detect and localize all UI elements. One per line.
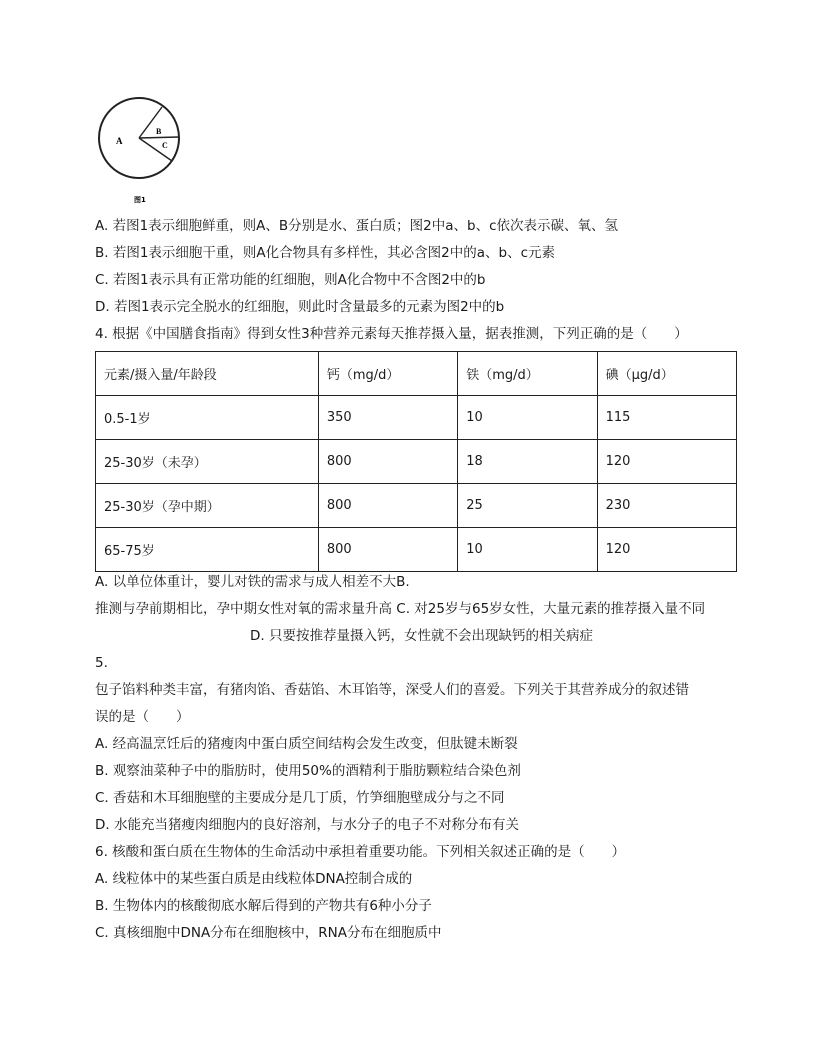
q5-stem-line-2: 误的是（ ） (95, 709, 190, 725)
table-row (96, 396, 737, 440)
q5-option-d: D. 水能充当猪瘦肉细胞内的良好溶剂，与水分子的电子不对称分布有关 (95, 817, 519, 833)
q4-stem: 4. 根据《中国膳食指南》得到女性3种营养元素每天推荐摄入量，据表推测，下列正确的是（ ） (95, 326, 688, 342)
figure-caption: 图1 (134, 196, 146, 204)
pie-label-a: A (116, 136, 123, 146)
q3-option-c: C. 若图1表示具有正常功能的红细胞，则A化合物中不含图2中的b (95, 272, 486, 288)
table-cell: 115 (597, 396, 736, 440)
q4-option-line-2: 推测与孕前期相比，孕中期女性对氧的需求量升高 C. 对25岁与65岁女性，大量元素的推荐摄入量不同 (95, 601, 706, 617)
table-cell: 800 (318, 440, 457, 484)
table-header-row (96, 352, 737, 396)
table-cell: 120 (597, 440, 736, 484)
table-row (96, 440, 737, 484)
q6-stem: 6. 核酸和蛋白质在生物体的生命活动中承担着重要功能。下列相关叙述正确的是（ ） (95, 844, 626, 860)
q5-number: 5. (95, 655, 108, 671)
q3-option-d: D. 若图1表示完全脱水的红细胞，则此时含量最多的元素为图2中的b (95, 299, 505, 315)
q6-option-a: A. 线粒体中的某些蛋白质是由线粒体DNA控制合成的 (95, 871, 413, 887)
figure-1-pie-diagram (92, 94, 188, 206)
table-cell: 800 (318, 528, 457, 572)
pie-label-b: B (156, 127, 162, 136)
table-header-cell: 钙（mg/d） (318, 352, 457, 396)
table-cell: 10 (458, 528, 597, 572)
q3-option-a: A. 若图1表示细胞鲜重，则A、B分别是水、蛋白质；图2中a、b、c依次表示碳、氧、氢 (95, 218, 619, 234)
table-cell: 25-30岁（未孕） (96, 440, 319, 484)
table-cell: 0.5-1岁 (96, 396, 319, 440)
table-row (96, 528, 737, 572)
table-cell: 230 (597, 484, 736, 528)
table-header-cell: 元素/摄入量/年龄段 (96, 352, 319, 396)
nutrient-intake-table (95, 351, 737, 572)
table-cell: 18 (458, 440, 597, 484)
q5-option-a: A. 经高温烹饪后的猪瘦肉中蛋白质空间结构会发生改变，但肽键未断裂 (95, 736, 518, 752)
table-cell: 800 (318, 484, 457, 528)
table-cell: 350 (318, 396, 457, 440)
table-cell: 120 (597, 528, 736, 572)
q5-option-c: C. 香菇和木耳细胞壁的主要成分是几丁质，竹笋细胞壁成分与之不同 (95, 790, 505, 806)
table-cell: 65-75岁 (96, 528, 319, 572)
table-row (96, 484, 737, 528)
table-header-cell: 铁（mg/d） (458, 352, 597, 396)
q4-option-line-3: D. 只要按推荐量摄入钙，女性就不会出现缺钙的相关病症 (250, 628, 593, 644)
q6-option-b: B. 生物体内的核酸彻底水解后得到的产物共有6种小分子 (95, 898, 432, 914)
table-cell: 25-30岁（孕中期） (96, 484, 319, 528)
q6-option-c: C. 真核细胞中DNA分布在细胞核中，RNA分布在细胞质中 (95, 925, 442, 941)
q5-option-b: B. 观察油菜种子中的脂肪时，使用50%的酒精利于脂肪颗粒结合染色剂 (95, 763, 521, 779)
table-header-cell: 碘（μg/d） (597, 352, 736, 396)
table-cell: 25 (458, 484, 597, 528)
pie-label-c: C (162, 141, 168, 150)
q3-option-b: B. 若图1表示细胞干重，则A化合物具有多样性，其必含图2中的a、b、c元素 (95, 245, 556, 261)
q4-option-line-1: A. 以单位体重计，婴儿对铁的需求与成人相差不大B. (95, 574, 410, 590)
q5-stem-line-1: 包子馅料种类丰富，有猪肉馅、香菇馅、木耳馅等，深受人们的喜爱。下列关于其营养成分的叙述错 (95, 682, 689, 698)
table-cell: 10 (458, 396, 597, 440)
